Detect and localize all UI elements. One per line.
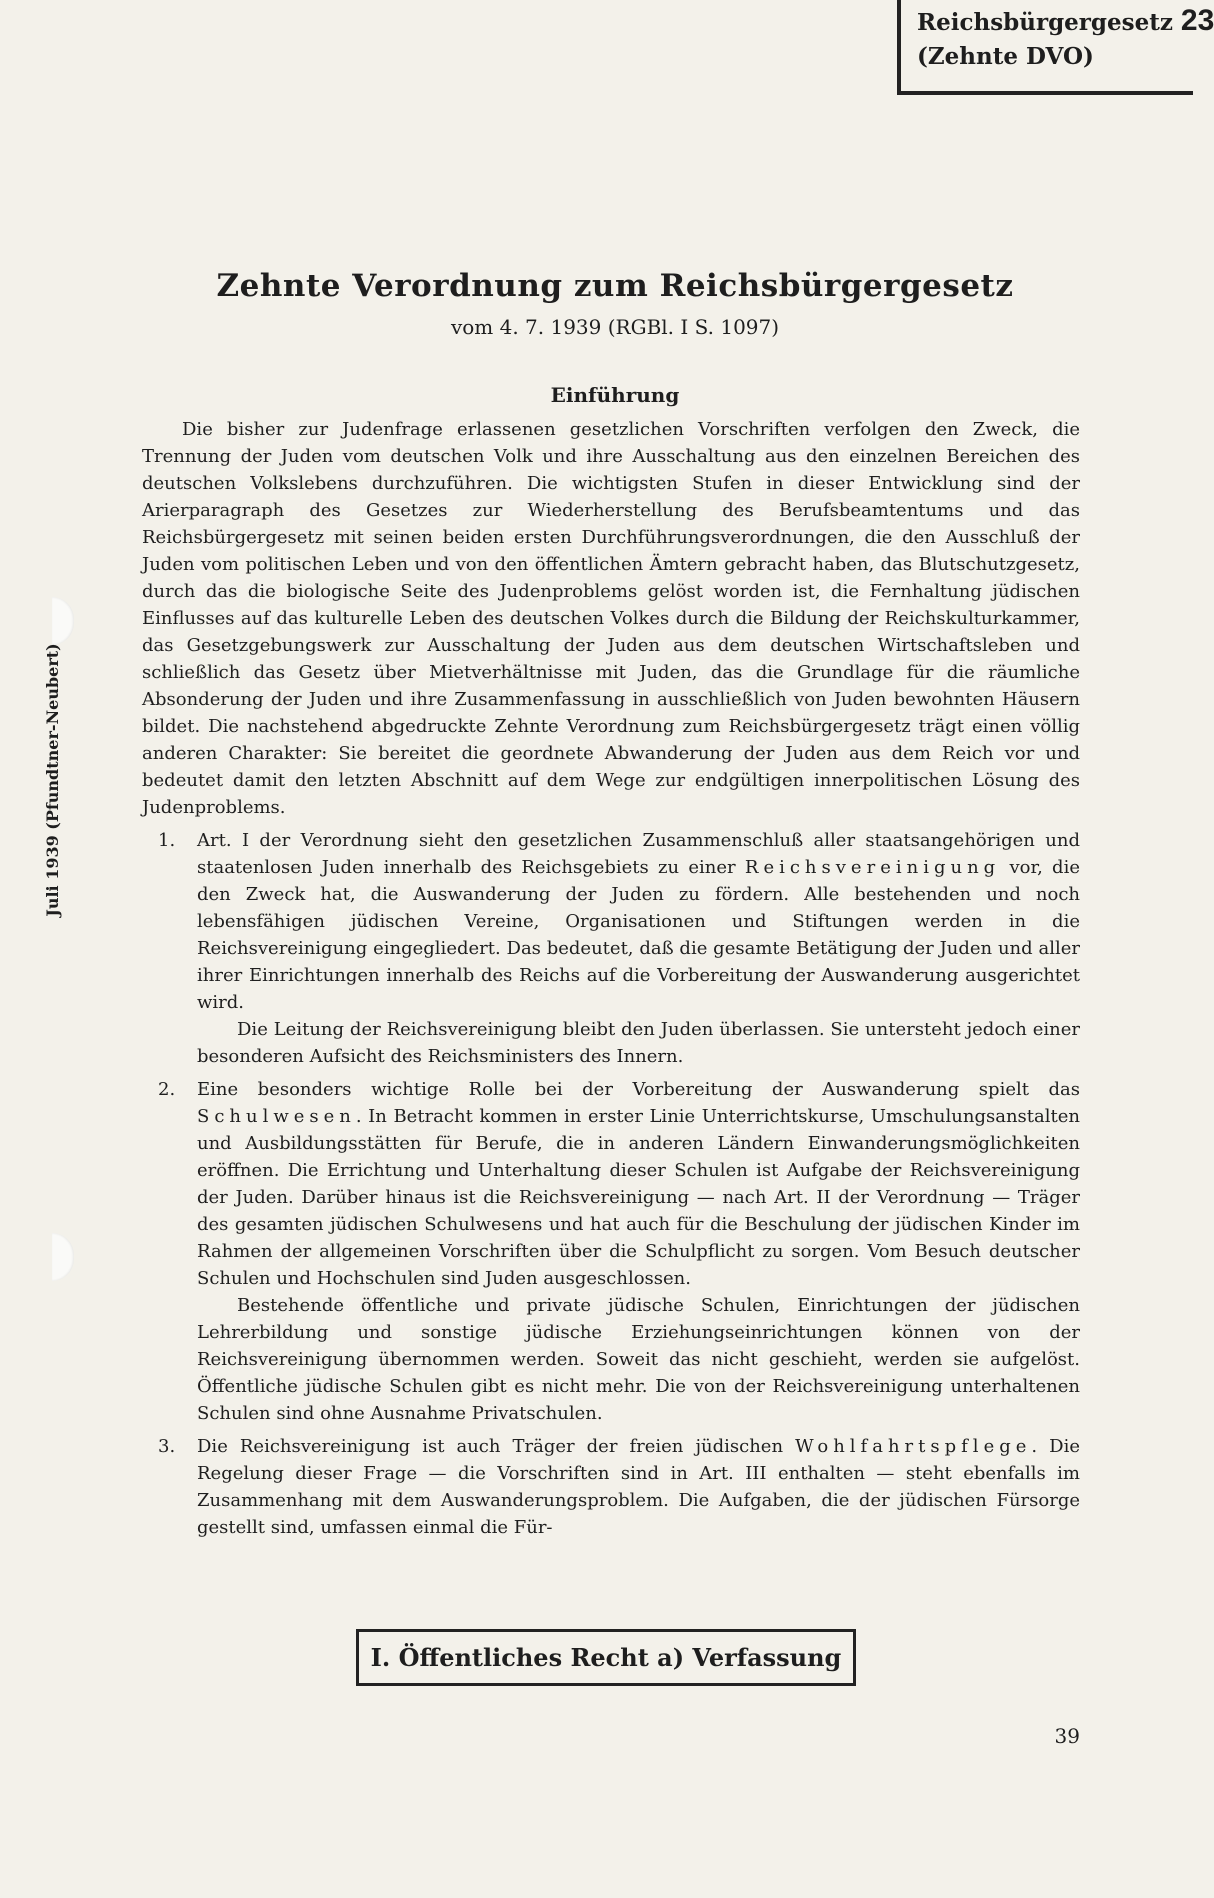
section-heading: Einführung (550, 383, 680, 407)
page-title: Zehnte Verordnung zum Reichsbürgergesetz (216, 268, 1014, 304)
header-number: 23 (1180, 4, 1214, 37)
list-item-number: 2. (158, 1079, 176, 1100)
page-number: 39 (1054, 1724, 1080, 1748)
list-item-text: Art. I der Verordnung sieht den gesetzlichen Zusammenschluß aller staatsangehörigen und staatenlosen Juden innerhalb des Reichsgebiets zu einer Reichsvereinigung vor, die den Zweck hat, die Auswanderung der Juden zu fördern. Alle bestehenden und noch lebensfähigen jüdischen Vereine, Organisationen und Stiftungen werden in die Reichsvereinigung eingegliedert. Das bedeutet, daß die gesamte Betätigung der Juden und aller ihrer Einrichtungen innerhalb des Reichs auf die Vorbereitung der Auswanderung ausgerichtet wird. (197, 830, 1080, 1013)
list-item (142, 827, 1080, 1070)
intro-paragraph: Die bisher zur Judenfrage erlassenen gesetzlichen Vorschriften verfolgen den Zweck, die Trennung der Juden vom deutschen Volk und ihre Ausschaltung aus den einzelnen Bereichen des deutschen Volkslebens durchzuführen. Die wichtigsten Stufen in dieser Entwicklung sind der Arierparagraph des Gesetzes zur Wiederherstellung des Berufsbeamtentums und das Reichsbürgergesetz mit seinen beiden ersten Durchführungsverordnungen, die den Ausschluß der Juden vom politischen Leben und von den öffentlichen Ämtern gebracht haben, das Blutschutzgesetz, durch das die biologische Seite des Judenproblems gelöst worden ist, die Fernhaltung jüdischen Einflusses auf das kulturelle Leben des deutschen Volkes durch die Bildung der Reichskulturkammer, das Gesetzgebungswerk zur Ausschaltung der Juden aus dem deutschen Wirtschaftsleben und schließlich das Gesetz über Mietverhältnisse mit Juden, das die Grundlage für die räumliche Absonderung der Juden und ihre Zusammenfassung in ausschließlich von Juden bewohnten Häusern bildet. Die nachstehend abgedruckte Zehnte Verordnung zum Reichsbürgergesetz trägt einen völlig anderen Charakter: Sie bereitet die geordnete Abwanderung der Juden aus dem Reich vor und bedeutet damit den letzten Abschnitt auf dem Wege zur endgültigen innerpolitischen Lösung des Judenproblems. (142, 419, 1080, 818)
list-item-text: Eine besonders wichtige Rolle bei der Vorbereitung der Auswanderung spielt das Schulwesen. In Betracht kommen in erster Linie Unterrichtskurse, Umschulungsanstalten und Ausbildungsstätten für Berufe, die in anderen Ländern Einwanderungsmöglichkeiten eröffnen. Die Errichtung und Unterhaltung dieser Schulen ist Aufgabe der Reichsvereinigung der Juden. Darüber hinaus ist die Reichsvereinigung — nach Art. II der Verordnung — Träger des gesamten jüdischen Schulwesens und hat auch für die Beschulung der jüdischen Kinder im Rahmen der allgemeinen Vorschriften über die Schulpflicht zu sorgen. Vom Besuch deutscher Schulen und Hochschulen sind Juden ausgeschlossen. (197, 1079, 1080, 1289)
margin-note: Juli 1939 (Pfundtner-Neubert) (43, 643, 62, 917)
punch-hole-bottom (52, 1233, 74, 1281)
category-box: I. Öffentliches Recht a) Verfassung (356, 1629, 856, 1686)
emphasized-term: Schulwesen (197, 1106, 356, 1127)
emphasized-term: Reichsvereinigung (744, 857, 1001, 878)
list-item-number: 3. (158, 1436, 176, 1457)
header-line-1 (917, 4, 1214, 38)
body-text (142, 416, 1080, 1541)
header-subtitle: (Zehnte DVO) (917, 43, 1094, 70)
list-item-continuation: Bestehende öffentliche und private jüdische Schulen, Einrichtungen der jüdischen Lehrerbildung und sonstige jüdische Erziehungseinrichtungen können von der Reichsvereinigung übernommen werden. Soweit das nicht geschieht, werden sie aufgelöst. Öffentliche jüdische Schulen gibt es nicht mehr. Die von der Reichsvereinigung unterhaltenen Schulen sind ohne Ausnahme Privatschulen. (197, 1295, 1080, 1424)
header-box (897, 0, 1214, 95)
list-item (142, 1076, 1080, 1427)
list-item-text: Die Reichsvereinigung ist auch Träger der freien jüdischen Wohlfahrtspflege. Die Regelung dieser Frage — die Vorschriften sind in Art. III enthalten — steht ebenfalls im Zusammenhang mit dem Auswanderungsproblem. Die Aufgaben, die der jüdischen Fürsorge gestellt sind, umfassen einmal die Für- (197, 1436, 1080, 1538)
list-item (142, 1433, 1080, 1541)
page-subtitle: vom 4. 7. 1939 (RGBl. I S. 1097) (450, 315, 780, 339)
emphasized-term: Wohlfahrtspflege (795, 1436, 1032, 1457)
header-law-name: Reichsbürgergesetz (917, 9, 1173, 36)
list-item-number: 1. (158, 830, 176, 851)
list-item-continuation: Die Leitung der Reichsvereinigung bleibt den Juden überlassen. Sie untersteht jedoch einer besonderen Aufsicht des Reichsministers des Innern. (197, 1019, 1080, 1067)
